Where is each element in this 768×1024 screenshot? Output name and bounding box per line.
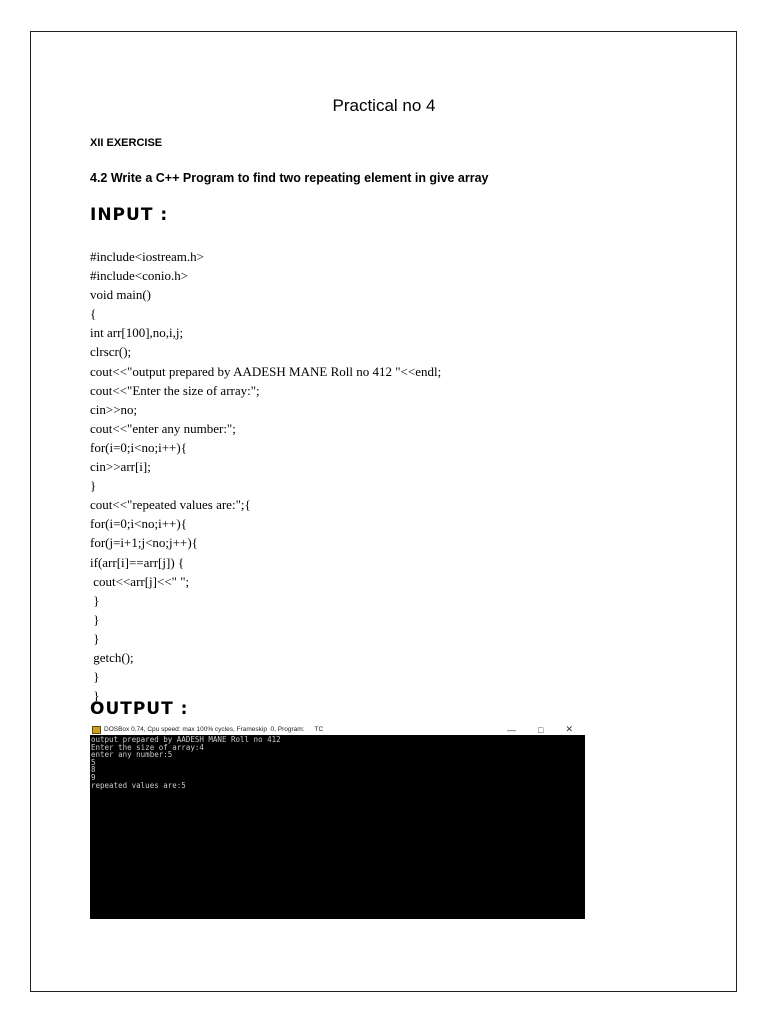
close-icon: ✕ xyxy=(565,724,573,734)
code-line: cout<<"output prepared by AADESH MANE Roll no 412 "<<endl; xyxy=(90,363,442,379)
output-heading: OUTPUT : xyxy=(90,699,189,719)
maximize-icon: □ xyxy=(538,724,544,735)
code-line: getch(); xyxy=(90,649,134,665)
code-line: cout<<"Enter the size of array:"; xyxy=(90,382,260,398)
question-text: 4.2 Write a C++ Program to find two repeating element in give array xyxy=(90,171,489,185)
code-line: } xyxy=(90,688,100,704)
dosbox-screenshot xyxy=(90,724,585,919)
code-line: } xyxy=(90,592,100,608)
code-line: #include<iostream.h> xyxy=(90,249,204,264)
document-title: Practical no 4 xyxy=(332,96,436,115)
code-line: cin>>no; xyxy=(90,401,138,417)
terminal-output xyxy=(90,735,585,789)
dosbox-titlebar xyxy=(90,724,585,735)
terminal-line: 5 xyxy=(91,757,96,767)
code-line: clrscr(); xyxy=(90,344,132,360)
code-line: for(i=0;i<no;i++){ xyxy=(90,516,187,532)
terminal-line: enter any number:5 xyxy=(91,750,173,760)
terminal-line: 9 xyxy=(91,772,96,782)
code-line: } xyxy=(90,630,100,646)
code-line: { xyxy=(90,306,97,322)
input-heading: INPUT : xyxy=(90,205,169,225)
code-line: } xyxy=(90,611,100,627)
terminal-line: repeated values are:5 xyxy=(91,780,186,790)
code-line: } xyxy=(90,478,97,494)
code-listing xyxy=(90,247,441,705)
code-line: if(arr[i]==arr[j]) { xyxy=(90,554,185,570)
code-line: } xyxy=(90,669,100,685)
minimize-icon: — xyxy=(507,724,517,735)
dosbox-program-name: TC xyxy=(314,726,324,733)
code-line: for(j=i+1;j<no;j++){ xyxy=(90,535,198,551)
exercise-label: XII EXERCISE xyxy=(90,137,163,149)
code-line: cout<<arr[j]<<" "; xyxy=(90,573,190,589)
terminal-line: 8 xyxy=(91,765,96,775)
code-line: cout<<"enter any number:"; xyxy=(90,420,236,436)
code-line: for(i=0;i<no;i++){ xyxy=(90,439,187,455)
dosbox-title: DOSBox 0.74, Cpu speed: max 100% cycles, Frameskip 0, Program: xyxy=(104,726,305,733)
window-controls xyxy=(507,724,573,735)
code-line: #include<conio.h> xyxy=(90,268,189,284)
code-line: int arr[100],no,i,j; xyxy=(90,325,184,341)
dosbox-app-icon xyxy=(92,726,101,734)
code-line: cin>>arr[i]; xyxy=(90,459,151,475)
code-line: void main() xyxy=(90,287,152,303)
code-line: cout<<"repeated values are:";{ xyxy=(90,497,251,513)
terminal-line: output prepared by AADESH MANE Roll no 412 xyxy=(91,735,281,744)
terminal-line: Enter the size of array:4 xyxy=(91,742,204,752)
